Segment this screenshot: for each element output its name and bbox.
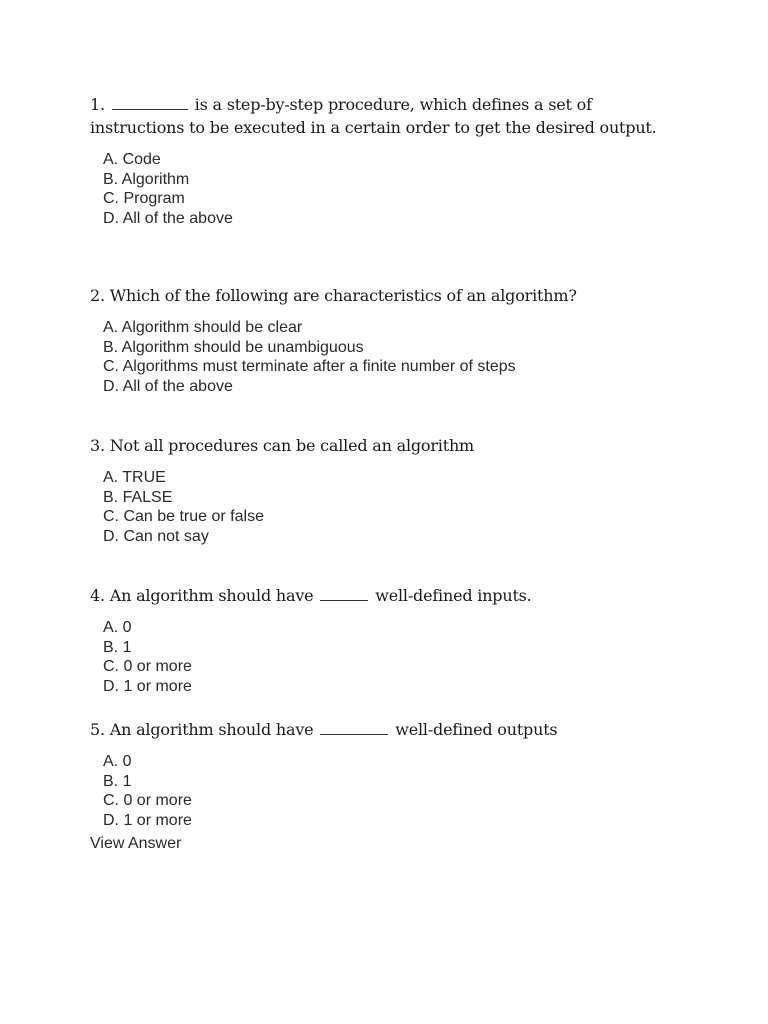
option-d: D. All of the above <box>103 377 233 395</box>
option-c: C. Algorithms must terminate after a finite number of steps <box>103 358 516 375</box>
option-c: C. 0 or more <box>103 792 192 809</box>
option-a: A. Code <box>103 151 161 168</box>
option-d: D. 1 or more <box>103 811 192 829</box>
question-2-line: 2. Which of the following are characteristics of an algorithm? <box>90 286 577 305</box>
fill-in-blank <box>320 586 368 601</box>
question-5-line <box>90 718 700 741</box>
question-5-before-blank: 5. An algorithm should have <box>90 720 314 739</box>
question-3-text <box>90 434 700 457</box>
option-a: A. Algorithm should be clear <box>103 319 303 336</box>
question-3-options <box>103 468 700 546</box>
question-1-text <box>90 93 700 139</box>
question-1 <box>90 93 700 228</box>
option-a: A. 0 <box>103 753 132 770</box>
view-answer-link[interactable]: View Answer <box>90 835 182 852</box>
question-4-text <box>90 584 700 607</box>
option-c: C. Can be true or false <box>103 508 264 525</box>
option-a: A. TRUE <box>103 469 166 486</box>
option-b: B. FALSE <box>103 488 173 506</box>
option-c: C. Program <box>103 190 185 207</box>
question-1-line-1 <box>90 93 700 116</box>
question-5-after-blank: well-defined outputs <box>395 720 558 739</box>
option-a: A. 0 <box>103 619 132 636</box>
question-4-after-blank: well-defined inputs. <box>375 586 532 605</box>
question-5 <box>90 718 700 830</box>
question-2-text <box>90 284 700 307</box>
question-5-options <box>103 752 700 830</box>
question-4-before-blank: 4. An algorithm should have <box>90 586 314 605</box>
question-4-options <box>103 618 700 696</box>
option-b: B. 1 <box>103 772 132 790</box>
question-5-text <box>90 718 700 741</box>
option-d: D. Can not say <box>103 527 209 545</box>
question-1-line-1-text: is a step-by-step procedure, which defines a set of <box>194 95 592 114</box>
fill-in-blank <box>112 95 188 110</box>
fill-in-blank <box>320 720 388 735</box>
question-3-line: 3. Not all procedures can be called an algorithm <box>90 436 475 455</box>
question-4 <box>90 584 700 696</box>
question-1-line-2: instructions to be executed in a certain order to get the desired output. <box>90 118 657 137</box>
question-1-number: 1. <box>90 95 105 114</box>
question-2-options <box>103 318 700 396</box>
question-1-options <box>103 150 700 228</box>
option-b: B. 1 <box>103 638 132 656</box>
option-d: D. All of the above <box>103 209 233 227</box>
option-b: B. Algorithm should be unambiguous <box>103 338 364 356</box>
question-4-line <box>90 584 700 607</box>
option-b: B. Algorithm <box>103 170 190 188</box>
question-3 <box>90 434 700 546</box>
question-2 <box>90 284 700 396</box>
option-c: C. 0 or more <box>103 658 192 675</box>
option-d: D. 1 or more <box>103 677 192 695</box>
